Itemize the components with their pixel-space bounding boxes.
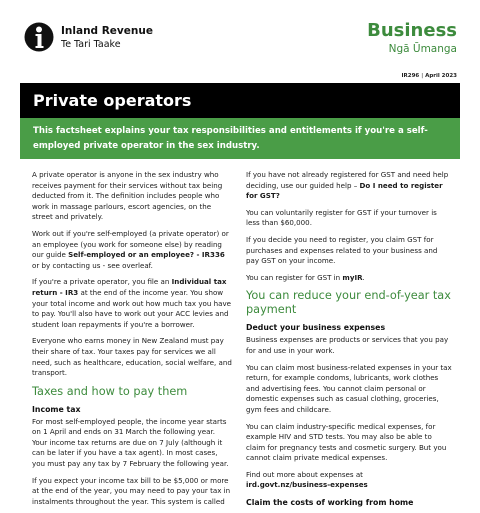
tax-return-paragraph: If you're a private operator, you file an Individual tax return - IR3 at the end of the income year. You show your total income and work out how much tax you have to pay. You'll also have to work out your ACC levies and student loan repayments if you're a borrower. <box>32 277 232 329</box>
subheading-working-from-home: Claim the costs of working from home <box>246 498 414 508</box>
instalments-paragraph: If you expect your income tax bill to be $5,000 or more at the end of the year, you may need to pay your tax in instalments throughout the year. This system is called <box>32 475 231 506</box>
category-heading <box>367 20 457 56</box>
register-gst-paragraph: You can register for GST in myIR. <box>246 272 365 282</box>
category-title: Business <box>367 20 457 41</box>
claimable-expenses-paragraph: You can claim most business-related expenses in your tax return, for example condoms, lubricants, work clothes and advertising fees. You cannot claim personal or domestic expenses such as casual clothing, groceries, gym fees and childcare. <box>246 362 452 414</box>
ref-code: IR296 <box>401 73 420 79</box>
organisation-name <box>61 25 153 51</box>
business-expenses-link[interactable]: ird.govt.nz/business-expenses <box>246 480 368 490</box>
claim-gst-paragraph: If you decide you need to register, you claim GST for purchases and expenses related to your business and pay GST on your income. <box>246 234 438 266</box>
right-column <box>246 170 452 510</box>
left-column <box>32 170 232 513</box>
guide-link-ir336[interactable]: Self-employed or an employee? - IR336 <box>68 250 225 260</box>
income-year-paragraph: For most self-employed people, the income year starts on 1 April and ends on 31 March the following year. Your income tax returns are due on 7 July (although it can be later if you have a tax agent). In most cases, you must pay any tax by 7 February the following year. <box>32 416 229 469</box>
medical-expenses-paragraph: You can claim industry-specific medical expenses, for example HIV and STD tests. You may also be able to claim for pregnancy tests and cosmetic surgery. But you cannot claim private medical expenses. <box>246 421 447 463</box>
find-more-paragraph: Find out more about expenses at ird.govt.nz/business-expenses <box>246 469 368 490</box>
org-name: Inland Revenue <box>61 25 153 37</box>
share-of-tax-paragraph: Everyone who earns money in New Zealand must pay their share of tax. Your taxes pay for services we all need, such as healthcare, education, social welfare, and transport. <box>32 336 232 378</box>
self-employed-paragraph: Work out if you're self-employed (a private operator) or an employee (you work for someone else) by reading our guide Self-employed or an employee? - IR336 or by contacting us - see overleaf. <box>32 228 229 270</box>
ir3-reference: Individual tax return - IR3 <box>32 277 227 297</box>
org-name-maori: Te Tari Taake <box>61 39 121 50</box>
ref-date: April 2023 <box>425 73 457 79</box>
title-bar <box>20 83 460 118</box>
inland-revenue-logo-icon <box>24 22 54 52</box>
subheading-deduct-expenses: Deduct your business expenses <box>246 323 386 333</box>
myir-link[interactable]: myIR <box>342 272 363 282</box>
gst-help-paragraph: If you have not already registered for GST and need help deciding, use our guided help – Do I need to register for GST? <box>246 170 449 201</box>
page-title: Private operators <box>33 91 192 110</box>
section-heading-reduce-tax: You can reduce your end-of-year tax payment <box>246 289 451 317</box>
expenses-definition-paragraph: Business expenses are products or services that you pay for and use in your work. <box>246 335 449 355</box>
intro-banner <box>20 118 460 159</box>
subheading-income-tax: Income tax <box>32 404 81 414</box>
intro-text: This factsheet explains your tax responsibilities and entitlements if you're a self-employed private operator in the sex industry. <box>33 126 428 151</box>
definition-paragraph: A private operator is anyone in the sex industry who receives payment for their services without tax being deducted from it. The definition includes people who work in massage parlours, escort agencies, on the street and privately. <box>32 170 223 222</box>
category-title-maori: Ngā Ūmanga <box>388 43 457 55</box>
voluntary-gst-paragraph: You can voluntarily register for GST if your turnover is less than $60,000. <box>246 207 437 228</box>
section-heading-taxes: Taxes and how to pay them <box>32 384 188 398</box>
document-reference: IR296 | April 2023 <box>401 73 457 79</box>
gst-guided-help-link[interactable]: Do I need to register for GST? <box>246 180 443 201</box>
